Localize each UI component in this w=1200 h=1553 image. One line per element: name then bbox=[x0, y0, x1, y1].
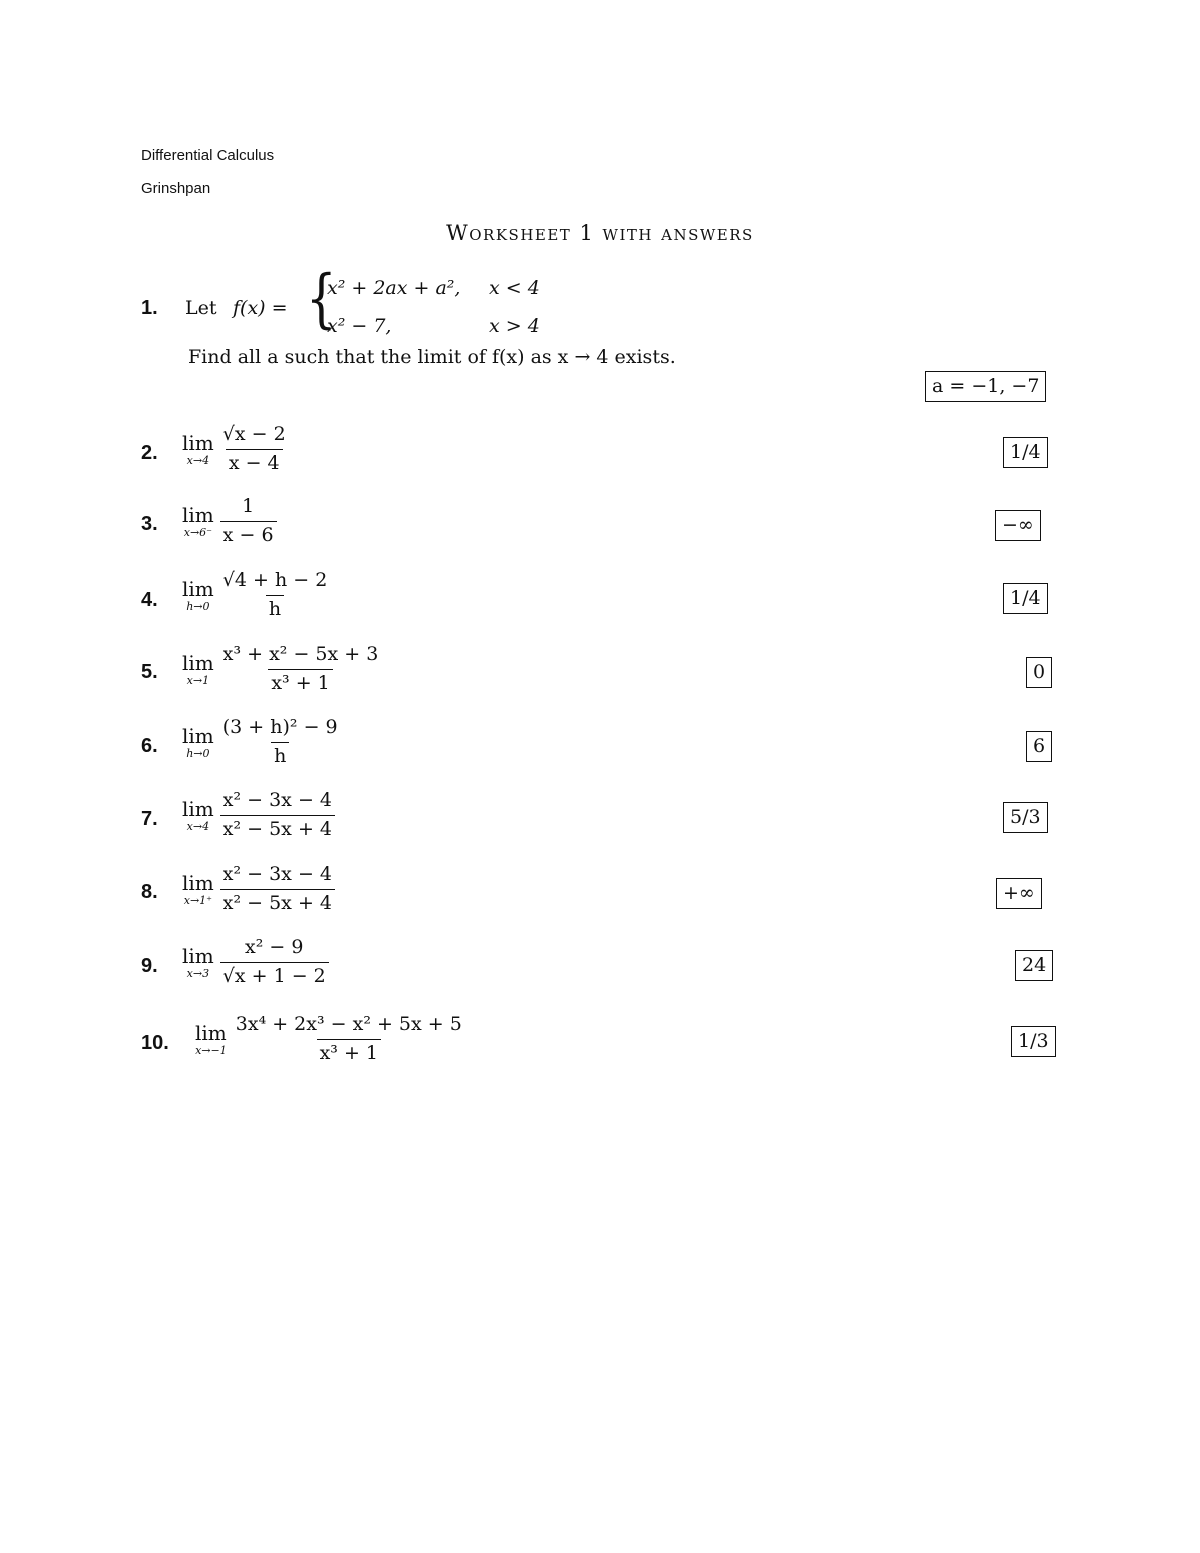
fraction bbox=[220, 864, 335, 915]
numerator: x³ + x² − 5x + 3 bbox=[222, 643, 379, 665]
lim-subscript: x→−1 bbox=[195, 1043, 227, 1057]
numerator: (3 + h)² − 9 bbox=[222, 716, 338, 738]
lim-subscript: h→0 bbox=[186, 746, 210, 760]
lim-word: lim bbox=[182, 796, 214, 821]
problem-5-answer: 0 bbox=[1026, 657, 1052, 688]
limit-operator bbox=[182, 502, 214, 539]
numerator: 3x⁴ + 2x³ − x² + 5x + 5 bbox=[235, 1013, 462, 1035]
problem-1-fx: f(x) = bbox=[233, 297, 288, 319]
problem-9-number: 9. bbox=[141, 955, 158, 977]
fraction bbox=[220, 790, 335, 841]
limit-operator bbox=[182, 430, 214, 467]
problem-1-case1-expr: x² + 2ax + a², bbox=[327, 277, 461, 299]
problem-6-answer: 6 bbox=[1026, 731, 1052, 762]
denominator: h bbox=[271, 742, 289, 768]
limit-operator bbox=[182, 650, 214, 687]
lim-word: lim bbox=[182, 576, 214, 601]
fraction bbox=[220, 717, 341, 768]
piecewise-brace: { bbox=[306, 262, 337, 336]
course-name: Differential Calculus bbox=[141, 147, 275, 164]
limit-operator bbox=[182, 576, 214, 613]
problem-1-number: 1. bbox=[141, 297, 158, 319]
author-name: Grinshpan bbox=[141, 180, 211, 197]
problem-5-expression bbox=[182, 644, 381, 695]
problem-7-expression bbox=[182, 790, 335, 841]
problem-1-question: Find all a such that the limit of f(x) as x → 4 exists. bbox=[188, 346, 676, 368]
problem-1-let: Let bbox=[185, 297, 217, 319]
problem-1-answer: a = −1, −7 bbox=[925, 371, 1046, 402]
lim-word: lim bbox=[182, 870, 214, 895]
limit-operator bbox=[182, 870, 214, 907]
problem-6-expression bbox=[182, 717, 341, 768]
problem-1-case1-cond: x < 4 bbox=[489, 277, 540, 299]
problem-3-answer: −∞ bbox=[995, 510, 1041, 541]
problem-1-case2-expr: x² − 7, bbox=[327, 315, 392, 337]
denominator: x² − 5x + 4 bbox=[220, 815, 335, 841]
problem-1-case2-cond: x > 4 bbox=[489, 315, 540, 337]
numerator: x² − 3x − 4 bbox=[222, 789, 332, 811]
denominator: x² − 5x + 4 bbox=[220, 889, 335, 915]
numerator: x² − 9 bbox=[245, 936, 304, 958]
lim-word: lim bbox=[182, 943, 214, 968]
denominator: x³ + 1 bbox=[268, 669, 332, 695]
lim-subscript: x→4 bbox=[186, 453, 210, 467]
problem-3-number: 3. bbox=[141, 513, 158, 535]
problem-10-expression bbox=[195, 1014, 465, 1065]
problem-8-number: 8. bbox=[141, 881, 158, 903]
fraction bbox=[233, 1014, 465, 1065]
lim-word: lim bbox=[182, 502, 214, 527]
problem-9-expression bbox=[182, 937, 329, 988]
problem-6-number: 6. bbox=[141, 735, 158, 757]
fraction bbox=[220, 424, 289, 475]
denominator: h bbox=[266, 595, 284, 621]
lim-word: lim bbox=[182, 430, 214, 455]
lim-word: lim bbox=[182, 650, 214, 675]
limit-operator bbox=[195, 1020, 227, 1057]
problem-10-answer: 1/3 bbox=[1011, 1026, 1056, 1057]
fraction bbox=[220, 644, 382, 695]
problem-4-answer: 1/4 bbox=[1003, 583, 1048, 614]
lim-subscript: x→1⁺ bbox=[183, 893, 212, 907]
denominator: x − 6 bbox=[220, 521, 277, 547]
problem-7-number: 7. bbox=[141, 808, 158, 830]
denominator: x − 4 bbox=[226, 449, 283, 475]
lim-subscript: x→3 bbox=[186, 966, 210, 980]
lim-subscript: x→6⁻ bbox=[183, 525, 212, 539]
lim-word: lim bbox=[182, 723, 214, 748]
lim-subscript: x→1 bbox=[186, 673, 210, 687]
problem-2-answer: 1/4 bbox=[1003, 437, 1048, 468]
problem-5-number: 5. bbox=[141, 661, 158, 683]
problem-7-answer: 5/3 bbox=[1003, 802, 1048, 833]
problem-4-number: 4. bbox=[141, 589, 158, 611]
problem-2-number: 2. bbox=[141, 442, 158, 464]
worksheet-title: Worksheet 1 with answers bbox=[446, 221, 754, 245]
fraction bbox=[220, 937, 329, 988]
numerator: √4 + h − 2 bbox=[222, 569, 328, 591]
lim-word: lim bbox=[195, 1020, 227, 1045]
problem-9-answer: 24 bbox=[1015, 950, 1053, 981]
lim-subscript: h→0 bbox=[186, 599, 210, 613]
limit-operator bbox=[182, 943, 214, 980]
limit-operator bbox=[182, 796, 214, 833]
problem-2-expression bbox=[182, 424, 289, 475]
limit-operator bbox=[182, 723, 214, 760]
problem-10-number: 10. bbox=[141, 1032, 169, 1054]
problem-4-expression bbox=[182, 570, 330, 621]
denominator: √x + 1 − 2 bbox=[220, 962, 329, 988]
numerator: √x − 2 bbox=[222, 423, 286, 445]
numerator: 1 bbox=[242, 495, 255, 517]
problem-8-answer: +∞ bbox=[996, 878, 1042, 909]
problem-3-expression bbox=[182, 496, 277, 547]
lim-subscript: x→4 bbox=[186, 819, 210, 833]
numerator: x² − 3x − 4 bbox=[222, 863, 332, 885]
fraction bbox=[220, 570, 331, 621]
denominator: x³ + 1 bbox=[317, 1039, 381, 1065]
problem-8-expression bbox=[182, 864, 335, 915]
fraction bbox=[220, 496, 277, 547]
